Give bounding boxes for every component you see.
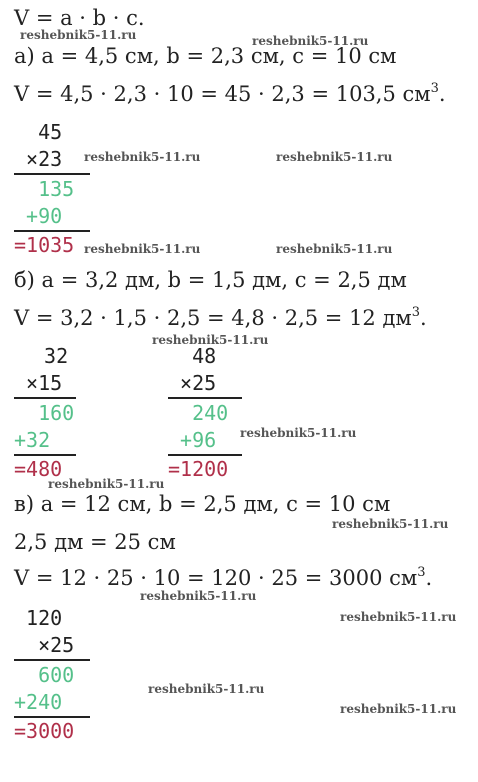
watermark: reshebnik5-11.ru xyxy=(148,682,265,696)
mult-a-partial-2: +90 xyxy=(14,204,63,228)
mult-a-top: 45 xyxy=(14,120,63,144)
section-c-calc: V = 12 · 25 · 10 = 120 · 25 = 3000 $см^3$. xyxy=(14,565,433,590)
mult-b2-result: =1200 xyxy=(168,457,229,481)
watermark: reshebnik5-11.ru xyxy=(84,150,201,164)
section-c-convert: 2,5 дм = 25 см xyxy=(14,530,176,554)
section-a-calc: V = 4,5 · 2,3 · 10 = 45 · 2,3 = 103,5 $см^3$. xyxy=(14,81,446,106)
volume-formula: V = a · b · c. xyxy=(14,6,145,30)
mult-c-partial-1: 600 xyxy=(14,663,75,687)
mult-a-result: =1035 xyxy=(14,233,75,257)
section-b-given: б) a = 3,2 дм, b = 1,5 дм, c = 2,5 дм xyxy=(14,268,407,292)
watermark: reshebnik5-11.ru xyxy=(276,150,393,164)
watermark: reshebnik5-11.ru xyxy=(340,702,457,716)
watermark: reshebnik5-11.ru xyxy=(276,242,393,256)
section-a-calc-text: V = 4,5 · 2,3 · 10 = 45 · 2,3 = 103,5 см xyxy=(14,82,431,106)
mult-b2-top: 48 xyxy=(168,344,217,368)
section-a-given: а) a = 4,5 см, b = 2,3 см, c = 10 см xyxy=(14,44,397,68)
mult-a-partial-1: 135 xyxy=(14,177,75,201)
mult-a-rule-1 xyxy=(14,173,90,175)
mult-c-result: =3000 xyxy=(14,719,75,743)
watermark: reshebnik5-11.ru xyxy=(140,589,257,603)
watermark: reshebnik5-11.ru xyxy=(340,610,457,624)
mult-b1-rule-1 xyxy=(14,397,76,399)
mult-b1-top: 32 xyxy=(32,344,69,368)
mult-b2-partial-1: 240 xyxy=(168,401,229,425)
mult-b1-multiplier: ×15 xyxy=(14,371,63,395)
watermark: reshebnik5-11.ru xyxy=(332,517,449,531)
mult-c-partial-2: +240 xyxy=(14,690,63,714)
section-c-calc-text: V = 12 · 25 · 10 = 120 · 25 = 3000 см xyxy=(14,566,418,590)
unit-exponent: 3 xyxy=(417,565,426,580)
section-b-calc-text: V = 3,2 · 1,5 · 2,5 = 4,8 · 2,5 = 12 дм xyxy=(14,306,412,330)
mult-c-top: 120 xyxy=(14,606,63,630)
section-c-given: в) a = 12 см, b = 2,5 дм, c = 10 см xyxy=(14,492,391,516)
mult-b2-rule-2 xyxy=(168,454,242,456)
section-b-calc: V = 3,2 · 1,5 · 2,5 = 4,8 · 2,5 = 12 $дм^3$. xyxy=(14,305,427,330)
mult-c-multiplier: ×25 xyxy=(14,633,75,657)
mult-c-rule-1 xyxy=(14,659,90,661)
mult-b2-partial-2: +96 xyxy=(168,428,217,452)
watermark: reshebnik5-11.ru xyxy=(20,28,137,42)
mult-b1-partial-2: +32 xyxy=(14,428,51,452)
mult-b1-rule-2 xyxy=(14,454,76,456)
watermark: reshebnik5-11.ru xyxy=(152,333,269,347)
mult-b1-partial-1: 160 xyxy=(14,401,75,425)
watermark: reshebnik5-11.ru xyxy=(252,34,369,48)
watermark: reshebnik5-11.ru xyxy=(48,477,165,491)
mult-b2-multiplier: ×25 xyxy=(168,371,217,395)
unit-exponent: 3 xyxy=(430,81,439,96)
mult-a-rule-2 xyxy=(14,230,90,232)
mult-c-rule-2 xyxy=(14,716,90,718)
mult-b2-rule-1 xyxy=(168,397,242,399)
mult-b1-result: =480 xyxy=(14,457,63,481)
watermark: reshebnik5-11.ru xyxy=(240,426,357,440)
watermark: reshebnik5-11.ru xyxy=(84,242,201,256)
unit-exponent: 3 xyxy=(411,305,421,320)
mult-a-multiplier: ×23 xyxy=(14,147,63,171)
